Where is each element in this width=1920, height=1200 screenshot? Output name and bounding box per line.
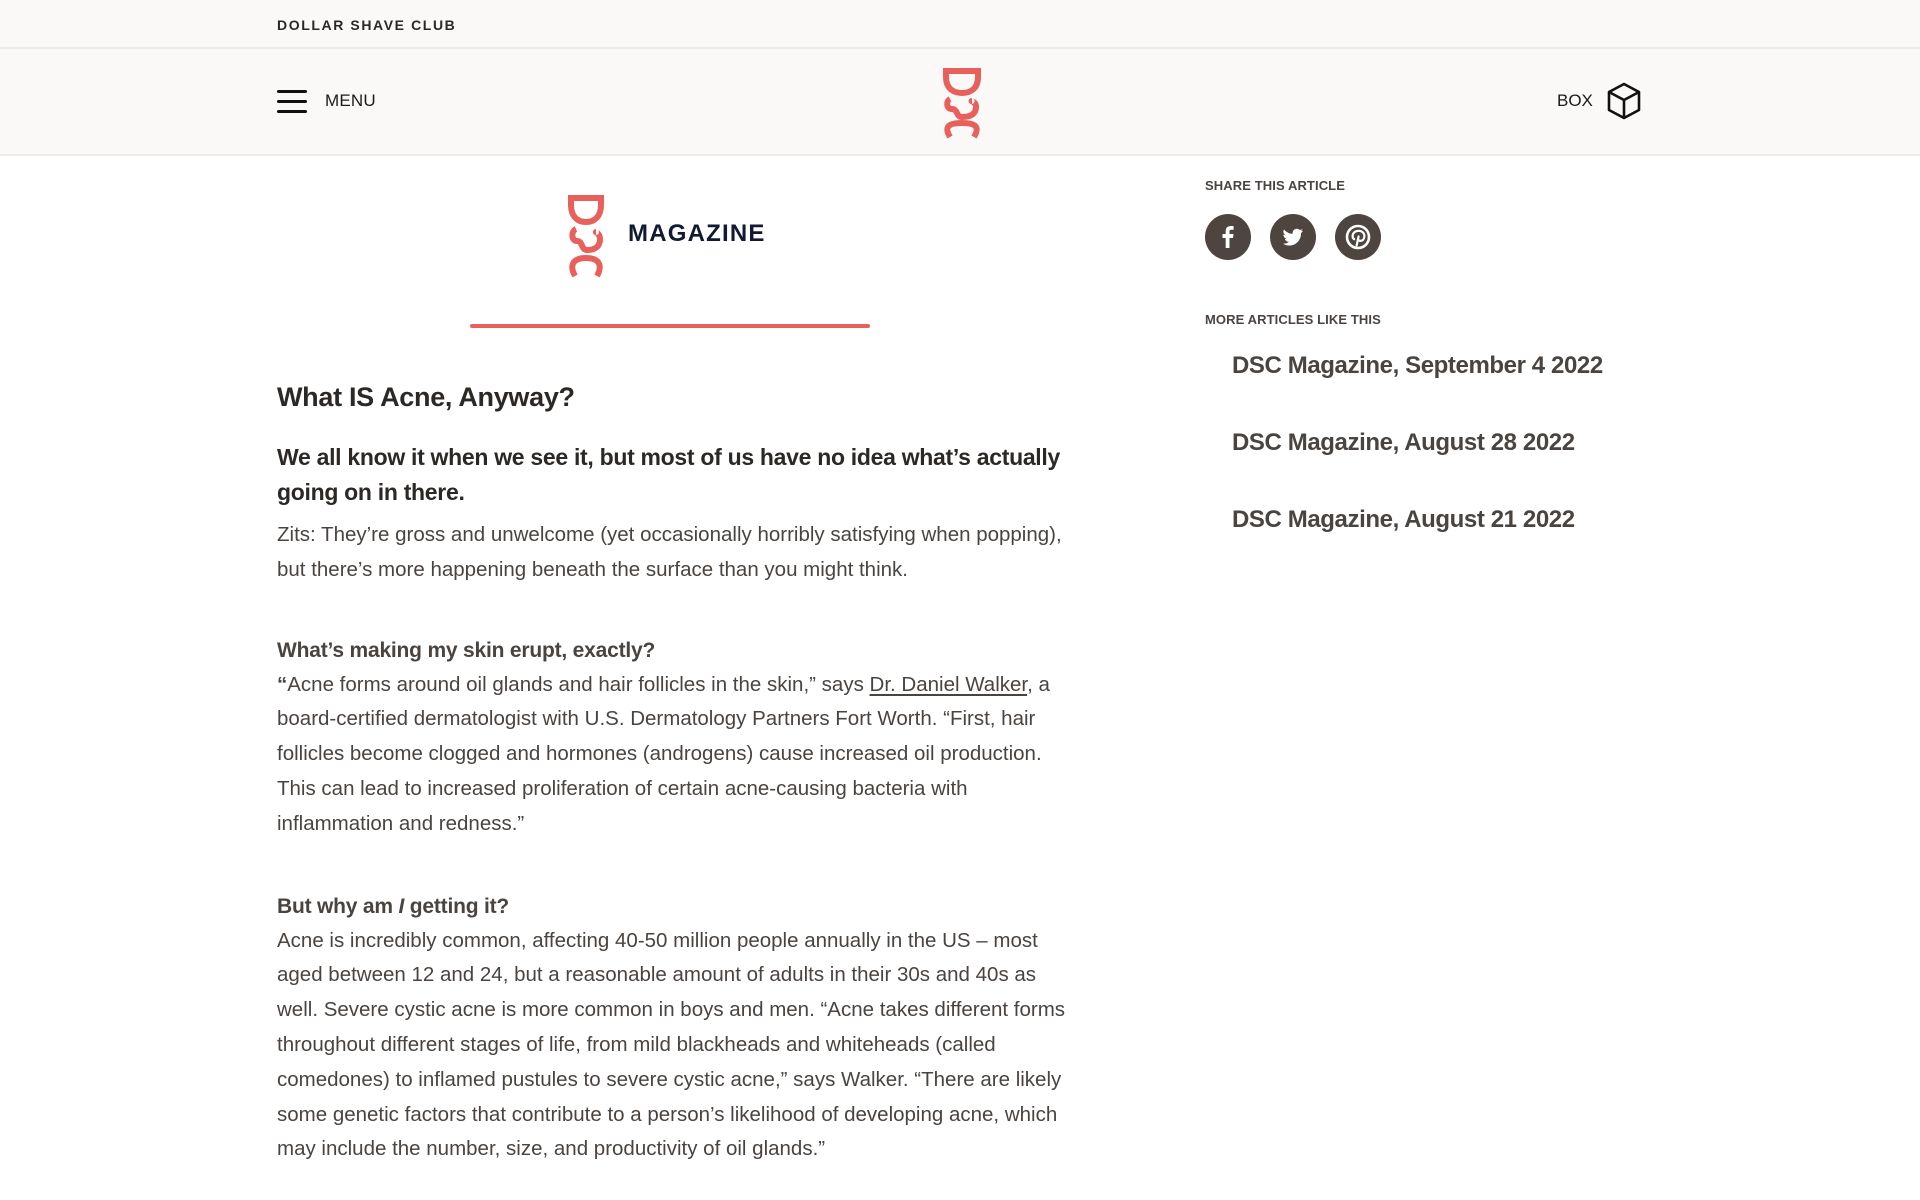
facebook-icon (1214, 223, 1242, 251)
box-label: BOX (1557, 91, 1593, 110)
section-body (277, 668, 1077, 842)
dsc-logo-mark (942, 67, 982, 141)
share-facebook-button[interactable] (1205, 214, 1251, 260)
main-navbar (0, 49, 1920, 156)
section-causes (277, 634, 1077, 842)
box-button[interactable] (1557, 82, 1641, 120)
top-bar (0, 0, 1920, 49)
heading-emphasis: I (398, 894, 405, 918)
heading-text: getting it? (404, 894, 510, 918)
magazine-logo[interactable] (568, 195, 780, 279)
section-why-me (277, 890, 1077, 1168)
related-article-link[interactable]: DSC Magazine, September 4 2022 (1232, 352, 1603, 379)
brand-name[interactable]: DOLLAR SHAVE CLUB (277, 17, 457, 33)
article-title: What IS Acne, Anyway? (277, 382, 575, 412)
hamburger-icon (277, 89, 307, 114)
more-articles-label: MORE ARTICLES LIKE THIS (1205, 312, 1381, 327)
magazine-divider (470, 324, 870, 328)
author-link[interactable]: Dr. Daniel Walker (869, 672, 1028, 696)
related-article-link[interactable]: DSC Magazine, August 21 2022 (1232, 506, 1575, 533)
article-dek: We all know it when we see it, but most of us have no idea what’s actually going on in there. (277, 444, 1060, 505)
menu-label: MENU (325, 91, 376, 110)
menu-button[interactable] (277, 87, 376, 115)
related-articles (1205, 351, 1665, 535)
cube-icon (1607, 82, 1641, 120)
magazine-title: MAGAZINE (628, 220, 766, 247)
related-article-link[interactable]: DSC Magazine, August 28 2022 (1232, 429, 1575, 456)
heading-text: But why am (277, 894, 399, 918)
section-heading: What’s making my skin erupt, exactly? (277, 638, 656, 662)
share-label: SHARE THIS ARTICLE (1205, 178, 1345, 193)
magazine-dsc-mark (568, 195, 604, 279)
twitter-icon (1279, 223, 1307, 251)
sidebar (1205, 178, 1665, 582)
share-twitter-button[interactable] (1270, 214, 1316, 260)
dsc-logo[interactable] (942, 67, 982, 141)
body-text: , a board-certified dermatologist with U.S. Dermatology Partners Fort Worth. “First, hair follicles become clogged and hormones (androgens) cause increased oil production. This can lead to increased proliferation of certain acne-causing bacteria with inflammation and redness.” (277, 672, 1050, 835)
article-lede: Zits: They’re gross and unwelcome (yet occasionally horribly satisfying when popping), but there’s more happening beneath the surface than you might think. (277, 523, 1062, 581)
section-body: Acne is incredibly common, affecting 40-50 million people annually in the US – most aged between 12 and 24, but a reasonable amount of adults in their 30s and 40s as well. Severe cystic acne is more common in boys and men. “Acne takes different forms throughout different stages of life, from mild blackheads and whiteheads (called comedones) to inflamed pustules to severe cystic acne,” says Walker. “There are likely some genetic factors that contribute to a person’s likelihood of developing acne, which may include the number, size, and productivity of oil glands.” (277, 928, 1066, 1161)
quote-mark: “ (277, 672, 288, 696)
share-buttons (1205, 214, 1665, 260)
article (277, 380, 1077, 1167)
section-heading (277, 890, 1077, 924)
share-pinterest-button[interactable] (1335, 214, 1381, 260)
body-text: Acne forms around oil glands and hair follicles in the skin,” says (287, 672, 870, 696)
pinterest-icon (1344, 223, 1372, 251)
